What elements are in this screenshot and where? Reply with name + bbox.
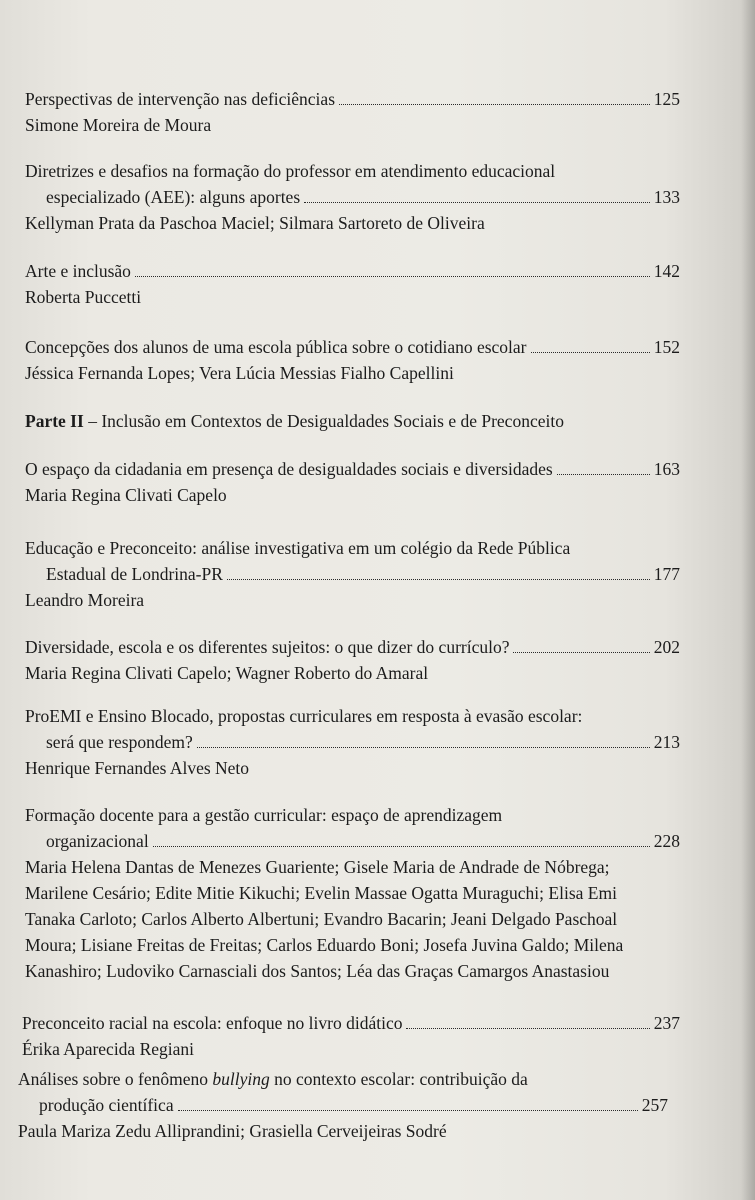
toc-title: Formação docente para a gestão curricular: espaço de aprendizagem bbox=[25, 805, 503, 825]
toc-entry bbox=[25, 258, 680, 310]
toc-authors-line: Maria Helena Dantas de Menezes Guariente; Gisele Maria de Andrade de Nóbrega; bbox=[25, 857, 610, 877]
toc-authors: Paula Mariza Zedu Alliprandini; Grasiella Cerveijeiras Sodré bbox=[18, 1121, 447, 1141]
toc-title-line bbox=[25, 634, 680, 660]
toc-title: Arte e inclusão bbox=[25, 261, 131, 281]
toc-title-line bbox=[25, 561, 680, 587]
leader-dots bbox=[135, 276, 650, 277]
toc-authors-line: Moura; Lisiane Freitas de Freitas; Carlos Eduardo Boni; Josefa Juvina Galdo; Milena bbox=[25, 935, 624, 955]
toc-entry bbox=[25, 158, 680, 236]
toc-entry bbox=[25, 634, 680, 686]
toc-title: O espaço da cidadania em presença de desigualdades sociais e diversidades bbox=[25, 459, 553, 479]
part-label: Parte II bbox=[25, 411, 84, 431]
toc-page-number: 177 bbox=[653, 564, 680, 584]
toc-entry bbox=[25, 703, 680, 781]
toc-title-continuation: será que respondem? bbox=[46, 732, 193, 752]
toc-entry bbox=[25, 86, 680, 138]
toc-title-continuation: organizacional bbox=[46, 831, 149, 851]
toc-authors: Roberta Puccetti bbox=[25, 287, 142, 307]
toc-entry bbox=[25, 334, 680, 386]
toc-page-number: 133 bbox=[653, 187, 680, 207]
toc-entry bbox=[25, 535, 680, 613]
toc-title-line bbox=[25, 258, 680, 284]
toc-page-number: 237 bbox=[653, 1013, 680, 1033]
toc-title-line bbox=[25, 729, 680, 755]
leader-dots bbox=[304, 202, 650, 203]
toc-title-line bbox=[18, 1092, 668, 1118]
toc-title-part: no contexto escolar: contribuição da bbox=[269, 1069, 528, 1089]
toc-title-line bbox=[25, 828, 680, 854]
toc-authors: Érika Aparecida Regiani bbox=[22, 1039, 195, 1059]
toc-page-number: 257 bbox=[641, 1095, 668, 1115]
toc-title-part: Análises sobre o fenômeno bbox=[18, 1069, 213, 1089]
toc-authors: Maria Regina Clivati Capelo; Wagner Roberto do Amaral bbox=[25, 663, 429, 683]
toc-authors: Leandro Moreira bbox=[25, 590, 145, 610]
leader-dots bbox=[406, 1028, 649, 1029]
toc-page-number: 202 bbox=[653, 637, 680, 657]
toc-authors-line: Kanashiro; Ludoviko Carnasciali dos Santos; Léa das Graças Camargos Anastasiou bbox=[25, 961, 610, 981]
toc-page-number: 228 bbox=[653, 831, 680, 851]
toc-page-number: 125 bbox=[653, 89, 680, 109]
toc-entry bbox=[25, 802, 680, 984]
toc-authors: Simone Moreira de Moura bbox=[25, 115, 212, 135]
leader-dots bbox=[178, 1110, 638, 1111]
toc-title-line bbox=[25, 86, 680, 112]
toc-page-number: 163 bbox=[653, 459, 680, 479]
leader-dots bbox=[227, 579, 650, 580]
toc-authors: Henrique Fernandes Alves Neto bbox=[25, 758, 250, 778]
toc-title-line bbox=[22, 1010, 680, 1036]
toc-authors-line: Tanaka Carloto; Carlos Alberto Albertuni; Evandro Bacarin; Jeani Delgado Paschoal bbox=[25, 909, 618, 929]
toc-title: ProEMI e Ensino Blocado, propostas curriculares em resposta à evasão escolar: bbox=[25, 706, 583, 726]
toc-page-number: 213 bbox=[653, 732, 680, 752]
toc-title-continuation: especializado (AEE): alguns aportes bbox=[46, 187, 301, 207]
toc-authors: Jéssica Fernanda Lopes; Vera Lúcia Messias Fialho Capellini bbox=[25, 363, 454, 383]
leader-dots bbox=[513, 652, 649, 653]
part-dash: – bbox=[83, 411, 102, 431]
toc-page-number: 152 bbox=[653, 337, 680, 357]
leader-dots bbox=[153, 846, 650, 847]
leader-dots bbox=[557, 474, 650, 475]
toc-page-number: 142 bbox=[653, 261, 680, 281]
toc-title-line bbox=[25, 456, 680, 482]
leader-dots bbox=[197, 747, 650, 748]
toc-authors-line: Marilene Cesário; Edite Mitie Kikuchi; Evelin Massae Ogatta Muraguchi; Elisa Emi bbox=[25, 883, 617, 903]
part-heading bbox=[25, 408, 680, 434]
part-title: Inclusão em Contextos de Desigualdades Sociais e de Preconceito bbox=[101, 411, 564, 431]
toc-authors: Kellyman Prata da Paschoa Maciel; Silmara Sartoreto de Oliveira bbox=[25, 213, 485, 233]
toc-title bbox=[18, 1066, 668, 1092]
leader-dots bbox=[531, 352, 650, 353]
toc-title-line bbox=[25, 184, 680, 210]
toc-title: Concepções dos alunos de uma escola pública sobre o cotidiano escolar bbox=[25, 337, 527, 357]
toc-title-continuation: produção científica bbox=[39, 1095, 174, 1115]
toc-entry bbox=[25, 456, 680, 508]
toc-title-line bbox=[25, 334, 680, 360]
toc-entry bbox=[22, 1010, 680, 1062]
toc-title: Preconceito racial na escola: enfoque no livro didático bbox=[22, 1013, 403, 1033]
toc-title-italic: bullying bbox=[212, 1069, 270, 1089]
toc-title-continuation: Estadual de Londrina-PR bbox=[46, 564, 223, 584]
toc-authors: Maria Regina Clivati Capelo bbox=[25, 485, 227, 505]
leader-dots bbox=[339, 104, 650, 105]
page-edge-shadow bbox=[741, 0, 755, 1200]
toc-title: Diversidade, escola e os diferentes sujeitos: o que dizer do currículo? bbox=[25, 637, 510, 657]
toc-title: Educação e Preconceito: análise investigativa em um colégio da Rede Pública bbox=[25, 538, 571, 558]
toc-title: Diretrizes e desafios na formação do professor em atendimento educacional bbox=[25, 161, 556, 181]
toc-title: Perspectivas de intervenção nas deficiências bbox=[25, 89, 336, 109]
toc-entry bbox=[18, 1066, 668, 1144]
